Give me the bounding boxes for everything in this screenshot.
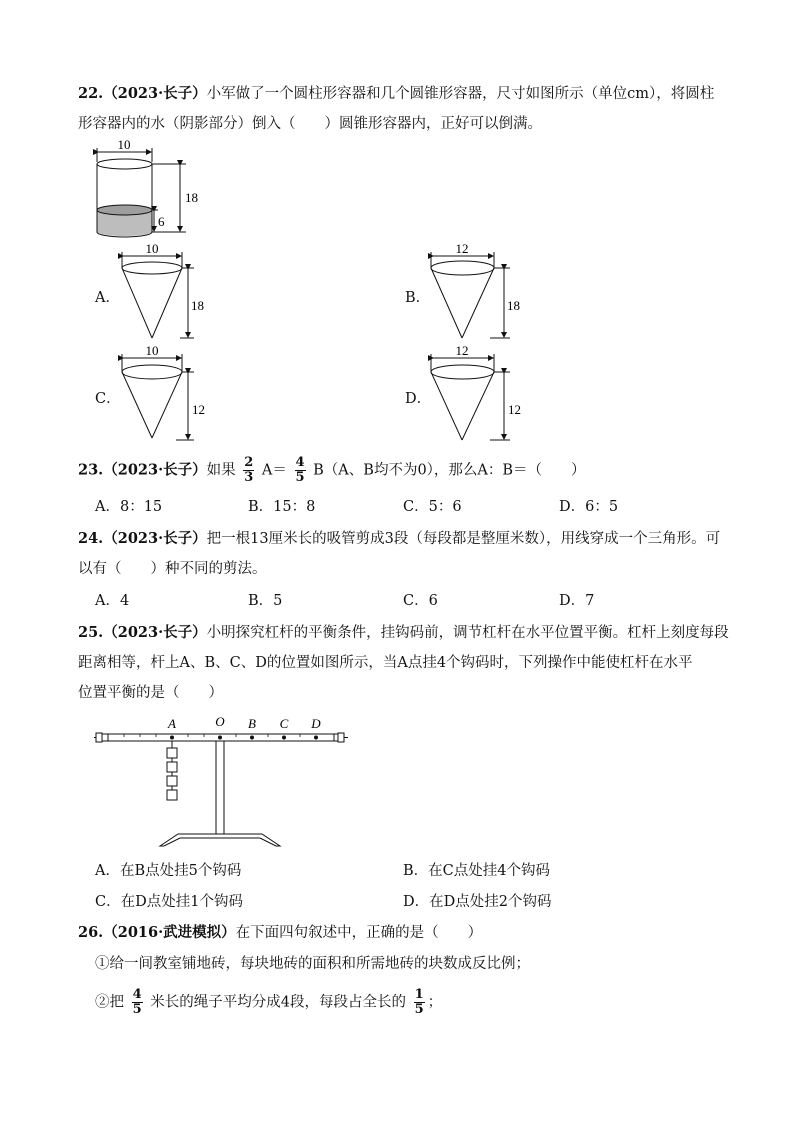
cylinder-diameter-label: 10 xyxy=(117,138,131,152)
q23-fraction-2: $\frac{4}{5}$ xyxy=(295,455,305,485)
cone-d-figure xyxy=(426,344,526,444)
q23-source: （2023·长子） xyxy=(103,461,207,479)
q25-line1 xyxy=(78,621,729,645)
q22-line1 xyxy=(78,82,714,106)
q25-line2 xyxy=(78,651,693,675)
q24-line2 xyxy=(78,557,267,581)
lever-label-b: B xyxy=(248,716,256,731)
q26-fraction-2: $\frac{1}{5}$ xyxy=(414,987,424,1017)
q25-text-2: 距离相等，杆上A、B、C、D的位置如图所示，当A点挂4个钩码时，下列操作中能使杠杆在水平 xyxy=(78,655,693,671)
cone-b-height: 18 xyxy=(507,298,520,313)
q26-mark-2: ② xyxy=(95,994,110,1011)
q23-option-c[interactable]: C．5：6 xyxy=(403,499,462,515)
cone-d-diameter: 12 xyxy=(455,344,469,358)
q23-number: 23. xyxy=(78,461,104,479)
q23-option-a[interactable]: A．8：15 xyxy=(95,499,163,515)
q26-fraction-1: $\frac{4}{5}$ xyxy=(132,987,142,1017)
q23-mid: A＝ xyxy=(261,462,287,479)
lever-figure xyxy=(90,712,352,852)
q24-option-d[interactable]: D．7 xyxy=(559,593,595,609)
q26-stem-text: 在下面四句叙述中，正确的是（ ） xyxy=(235,925,483,941)
q23-fraction-1: $\frac{2}{3}$ xyxy=(244,455,254,485)
q26-statement-2-pre: 把 xyxy=(109,994,124,1011)
q24-option-a[interactable]: A．4 xyxy=(95,593,130,609)
lever-label-o: O xyxy=(215,714,225,729)
q26-stem xyxy=(78,921,482,945)
q26-statement-1-text: 给一间教室铺地砖，每块地砖的面积和所需地砖的块数成反比例； xyxy=(109,956,530,972)
q26-statement-1 xyxy=(95,952,530,976)
q25-option-d[interactable]: D．在D点处挂2个钩码 xyxy=(403,894,552,910)
q23-pre: 如果 xyxy=(206,462,236,479)
q23-stem xyxy=(78,456,586,485)
q24-source: （2023·长子） xyxy=(103,530,207,547)
q22-source: （2023·长子） xyxy=(103,85,207,102)
q22-option-d-label: D． xyxy=(405,391,432,407)
lever-label-a: A xyxy=(168,716,176,731)
q26-statement-2-post: ； xyxy=(427,994,443,1011)
q22-option-c-label: C． xyxy=(95,391,121,407)
q26-number: 26. xyxy=(78,924,104,941)
cone-c-diameter: 10 xyxy=(145,344,159,358)
q25-line3 xyxy=(78,681,223,705)
q23-option-d[interactable]: D．6：5 xyxy=(559,499,619,515)
q26-statement-2 xyxy=(95,988,442,1017)
cone-a-figure xyxy=(116,242,216,342)
q24-number: 24. xyxy=(78,530,104,547)
cylinder-water-label: 6 xyxy=(158,214,165,229)
cone-d-height: 12 xyxy=(508,402,521,417)
cone-a-diameter: 10 xyxy=(145,242,159,256)
q23-post: B（A、B均不为0），那么A：B＝（ ） xyxy=(313,462,586,479)
q25-source: （2023·长子） xyxy=(103,624,207,641)
q25-option-c[interactable]: C．在D点处挂1个钩码 xyxy=(95,894,243,910)
q26-source: （2016·武进模拟） xyxy=(103,924,236,941)
cone-a-height: 18 xyxy=(191,298,204,313)
q24-text-2: 以有（ ）种不同的剪法。 xyxy=(78,561,267,577)
q22-option-a-label: A． xyxy=(95,290,120,306)
q22-text-2: 形容器内的水（阴影部分）倒入（ ）圆锥形容器内，正好可以倒满。 xyxy=(78,116,542,132)
cone-b-figure xyxy=(426,242,526,342)
q22-number: 22. xyxy=(78,85,104,102)
cylinder-height-label: 18 xyxy=(185,190,198,205)
q24-option-b[interactable]: B．5 xyxy=(248,593,283,609)
q26-mark-1: ① xyxy=(95,956,110,972)
q25-text-3: 位置平衡的是（ ） xyxy=(78,685,223,701)
q24-option-c[interactable]: C．6 xyxy=(403,593,438,609)
q25-option-a[interactable]: A．在B点处挂5个钩码 xyxy=(95,863,242,879)
cylinder-figure xyxy=(88,138,208,240)
lever-label-c: C xyxy=(279,716,289,731)
q25-option-b[interactable]: B．在C点处挂4个钩码 xyxy=(403,863,550,879)
q24-text-1: 把一根13厘米长的吸管剪成3段（每段都是整厘米数），用线穿成一个三角形。可 xyxy=(206,531,721,547)
q26-statement-2-mid: 米长的绳子平均分成4段，每段占全长的 xyxy=(150,994,406,1011)
q22-line2 xyxy=(78,112,542,136)
q23-option-b[interactable]: B．15：8 xyxy=(248,499,316,515)
lever-label-d: D xyxy=(311,716,321,731)
q25-text-1: 小明探究杠杆的平衡条件，挂钩码前，调节杠杆在水平位置平衡。杠杆上刻度每段 xyxy=(206,625,729,641)
cone-c-height: 12 xyxy=(192,402,205,417)
q22-text-1: 小军做了一个圆柱形容器和几个圆锥形容器，尺寸如图所示（单位cm），将圆柱 xyxy=(206,86,715,102)
cone-b-diameter: 12 xyxy=(455,242,469,256)
q24-line1 xyxy=(78,527,720,551)
q22-option-b-label: B． xyxy=(405,290,431,306)
cone-c-figure xyxy=(116,344,216,444)
q25-number: 25. xyxy=(78,624,104,641)
